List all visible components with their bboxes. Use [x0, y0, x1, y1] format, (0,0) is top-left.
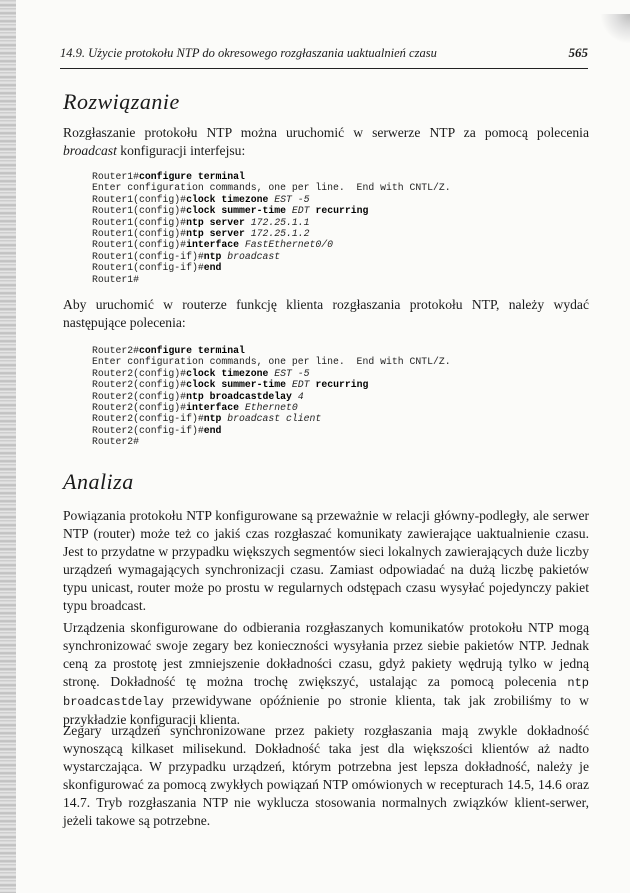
config-prompt: Router2(config)#	[92, 379, 187, 391]
config-command: ntp broadcastdelay	[186, 390, 292, 402]
config-command-extra: recurring	[309, 205, 369, 217]
config-argument: 4	[291, 390, 304, 402]
config-prompt: Router2(config)#	[92, 367, 187, 379]
config-argument: EST -5	[268, 367, 310, 379]
intro-command: broadcast	[63, 143, 117, 158]
section-heading-analysis: Analiza	[63, 469, 134, 494]
config-argument: EDT	[286, 205, 310, 217]
config-line	[92, 413, 572, 424]
config-line	[92, 171, 572, 182]
config-command: configure terminal	[139, 171, 245, 182]
config-command: ntp server	[186, 216, 245, 228]
config-line	[92, 391, 572, 402]
config-prompt: Router1(config)#	[92, 227, 187, 239]
analysis-p2-command: ntp broadcastdelay	[63, 676, 589, 709]
config-argument: FastEthernet0/0	[239, 239, 334, 251]
config-argument: 172.25.1.1	[244, 216, 310, 228]
config-command: ntp server	[186, 227, 245, 239]
config-command: clock summer-time	[186, 379, 287, 391]
config-prompt: Router1#	[92, 171, 140, 182]
config-command: clock summer-time	[186, 205, 287, 217]
server-config-listing	[92, 171, 572, 285]
config-line	[92, 194, 572, 205]
config-command: interface	[186, 401, 239, 413]
config-prompt: Enter configuration commands, one per line. End with CNTL/Z.	[92, 356, 451, 368]
config-line	[92, 205, 572, 216]
config-line	[92, 356, 572, 367]
config-argument: broadcast	[221, 250, 281, 262]
page-binding-edge	[0, 0, 16, 893]
config-line	[92, 379, 572, 390]
config-prompt: Router2#	[92, 436, 140, 448]
config-argument: Ethernet0	[239, 401, 298, 413]
config-argument: 172.25.1.2	[244, 227, 310, 239]
config-prompt: Router2(config-if)#	[92, 424, 204, 436]
config-line	[92, 182, 572, 193]
analysis-paragraph-1: Powiązania protokołu NTP konfigurowane są przeważnie w relacji główny-podległy, ale serwer NTP (router) może też co jakiś czas rozgłaszać komunikaty zawierające uaktualnienie czasu. Jest to przydatne w przypadku większych segmentów sieci lokalnych zawierających duże liczby urządzeń wymagających synchronizacji czasu. Zamiast odpowiadać na dużą liczbę pakietów typu unicast, router może po prostu w regularnych odstępach czasu wysyłać pojedynczy pakiet typu broadcast.	[63, 508, 589, 613]
config-prompt: Router1(config-if)#	[92, 250, 204, 262]
config-line	[92, 368, 572, 379]
config-line	[92, 228, 572, 239]
config-command: clock timezone	[186, 193, 269, 205]
config-command: ntp	[203, 250, 222, 262]
config-prompt: Router1(config)#	[92, 239, 187, 251]
config-command-extra: recurring	[309, 379, 369, 391]
config-prompt: Router1(config)#	[92, 205, 187, 217]
analysis-paragraph-2	[63, 619, 589, 729]
section-heading-solution: Rozwiązanie	[63, 89, 180, 114]
config-argument: EDT	[286, 379, 310, 391]
config-line	[92, 239, 572, 250]
config-line	[92, 436, 572, 447]
client-config-listing	[92, 345, 572, 448]
config-line	[92, 217, 572, 228]
config-prompt: Router1#	[92, 273, 140, 285]
config-line	[92, 425, 572, 436]
analysis-p2-after: przewidywane opóźnienie po stronie klienta, tak jak zrobiliśmy to w przykładzie konfiguracji klienta.	[63, 693, 589, 727]
config-prompt: Router2(config)#	[92, 390, 187, 402]
config-command: configure terminal	[139, 345, 245, 356]
config-line	[92, 402, 572, 413]
config-line	[92, 251, 572, 262]
running-header	[60, 44, 588, 69]
config-argument: EST -5	[268, 193, 310, 205]
config-command: clock timezone	[186, 367, 269, 379]
config-line	[92, 274, 572, 285]
page-corner-shadow	[600, 14, 630, 44]
running-title: 14.9. Użycie protokołu NTP do okresowego rozgłaszania uaktualnień czasu	[60, 46, 437, 60]
analysis-paragraph-3: Zegary urządzeń synchronizowane przez pakiety rozgłaszania mają zwykle dokładność wynoszącą kilkaset milisekund. Dokładność taka jest dla większości klientów aż nadto wystarczająca. W przypadku urządzeń, którym potrzebna jest lepsza dokładność, należy je skonfigurować za pomocą zwykłych powiązań NTP omówionych w recepturach 14.5, 14.6 oraz 14.7. Tryb rozgłaszania NTP nie wyklucza stosowania normalnych związków klient-serwer, jeżeli takowe są potrzebne.	[63, 723, 589, 828]
config-command: end	[203, 262, 222, 274]
config-prompt: Enter configuration commands, one per line. End with CNTL/Z.	[92, 182, 451, 194]
config-prompt: Router2(config-if)#	[92, 413, 204, 425]
config-command: interface	[186, 239, 239, 251]
intro-text-before: Rozgłaszanie protokołu NTP można uruchomić w serwerze NTP za pomocą polecenia	[63, 125, 589, 140]
solution-intro	[63, 124, 589, 160]
config-argument: broadcast client	[221, 413, 322, 425]
config-prompt: Router1(config)#	[92, 193, 187, 205]
config-line	[92, 345, 572, 356]
intro-text-after: konfiguracji interfejsu:	[116, 143, 246, 158]
config-prompt: Router1(config)#	[92, 216, 187, 228]
config-command: ntp	[203, 413, 222, 425]
analysis-p2-before: Urządzenia skonfigurowane do odbierania rozgłaszanych komunikatów protokołu NTP mogą synchronizować swoje zegary bez konieczności wysyłania przez siebie pakietów NTP. Jednak ceną za prostotę jest zmniejszenie dokładności czasu, gdyż pakiety wędrują tylko w jedną stronę. Dokładność tę można trochę zwiększyć, ustalając za pomocą polecenia	[63, 620, 589, 689]
client-intro: Aby uruchomić w routerze funkcję klienta rozgłaszania protokołu NTP, należy wydać następujące polecenia:	[63, 297, 589, 330]
config-line	[92, 262, 572, 273]
config-prompt: Router2(config)#	[92, 401, 187, 413]
config-prompt: Router1(config-if)#	[92, 262, 204, 274]
config-command: end	[203, 424, 222, 436]
config-prompt: Router2#	[92, 345, 140, 356]
page-number: 565	[568, 45, 588, 60]
